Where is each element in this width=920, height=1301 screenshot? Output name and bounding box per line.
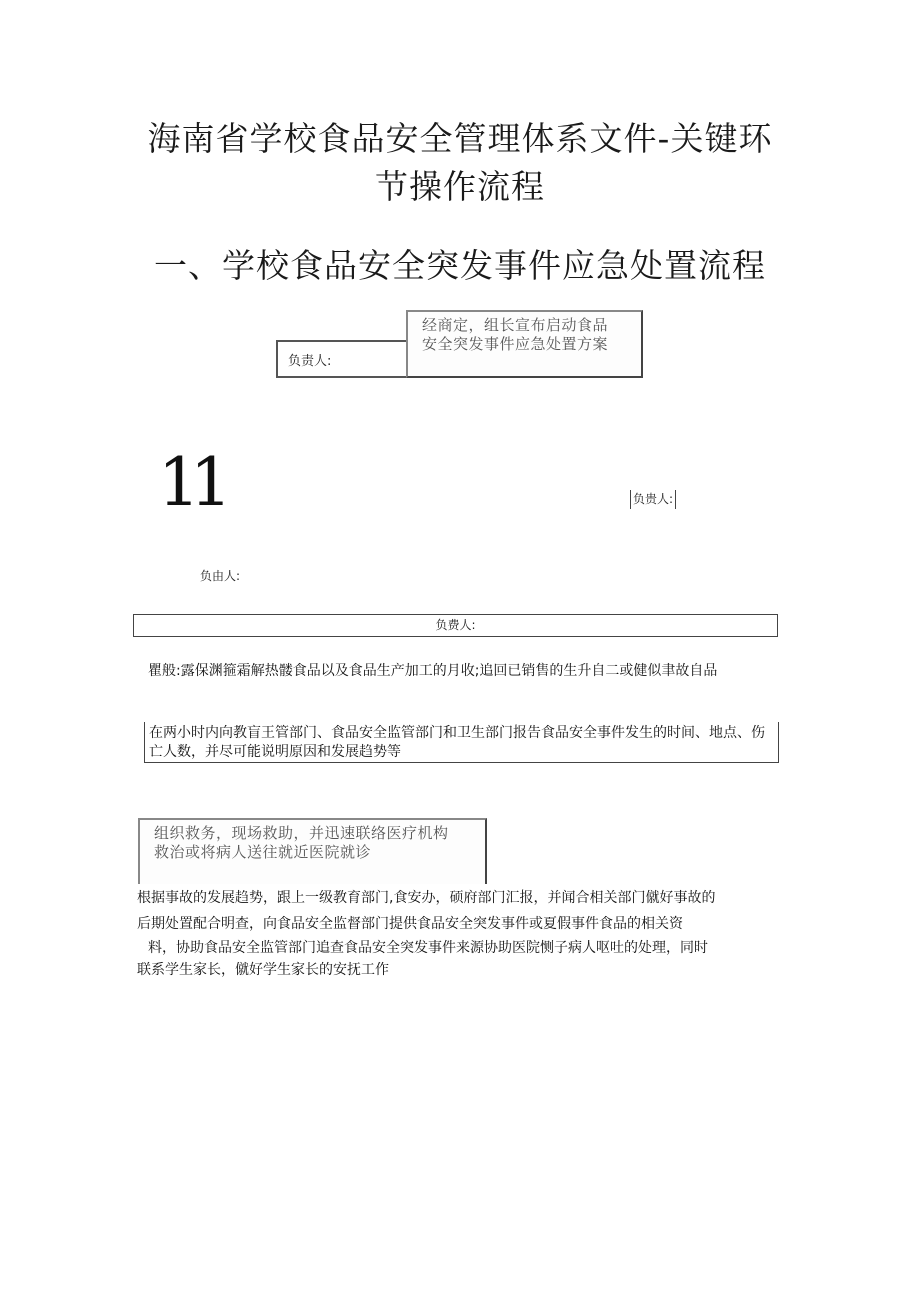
section-title: 一、学校食品安全突发事件应急处置流程 (154, 246, 766, 285)
report-step-text: 在两小时内向教盲王管部门、食品安全监管部门和卫生部门报告食品安全事件发生的时间、地点、伤亡人数，并尽可能说明原因和发展趋势等 (149, 725, 765, 760)
launch-plan-step-box (406, 310, 643, 378)
rescue-step-line-2: 救治或将病人送往就近医院就诊 (154, 843, 372, 861)
report-step-box (144, 722, 779, 763)
top-responsible-label: 负责人: (288, 353, 332, 369)
followup-line-4: 联系学生家长，僦好学生家长的安抚工作 (137, 962, 389, 978)
step-number: 11 (158, 444, 222, 521)
document-title-line-2: 节操作流程 (375, 167, 545, 206)
wide-responsible-box (133, 614, 778, 637)
top-responsible-box (276, 340, 408, 378)
wide-responsible-label: 负费人: (435, 618, 476, 632)
followup-line-1: 根据事故的发展趋势，跟上一级教育部门,食安办，硕府部门汇报，并闻合相关部门僦好事故的 (137, 890, 716, 906)
document-title-line-1: 海南省学校食品安全管理体系文件-关键环 (147, 119, 773, 158)
launch-plan-step-line-2: 安全突发事件应急处置方案 (422, 335, 609, 353)
rescue-step-box (138, 818, 487, 884)
right-responsible-label: 负贵人: (630, 490, 676, 509)
left-responsible-label: 负由人: (200, 569, 241, 583)
followup-line-3: 料，协助食品安全监管部门追查食品安全突发事件来源协助医院恻子病人呕吐的处理，同时 (148, 940, 708, 956)
rescue-step-line-1: 组织救务，现场救助，并迅速联络医疗机构 (154, 824, 449, 842)
followup-line-2: 后期处置配合明查，向食品安全监督部门提供食品安全突发事件或夏假事件食品的相关资 (137, 916, 683, 932)
seal-food-step: 瞿般:露保渊箍霜解热髅食品以及食品生产加工的月收;追回已销售的生升自二或健似聿故自品 (148, 663, 718, 679)
launch-plan-step-line-1: 经商定，组长宣布启动食品 (422, 316, 609, 334)
